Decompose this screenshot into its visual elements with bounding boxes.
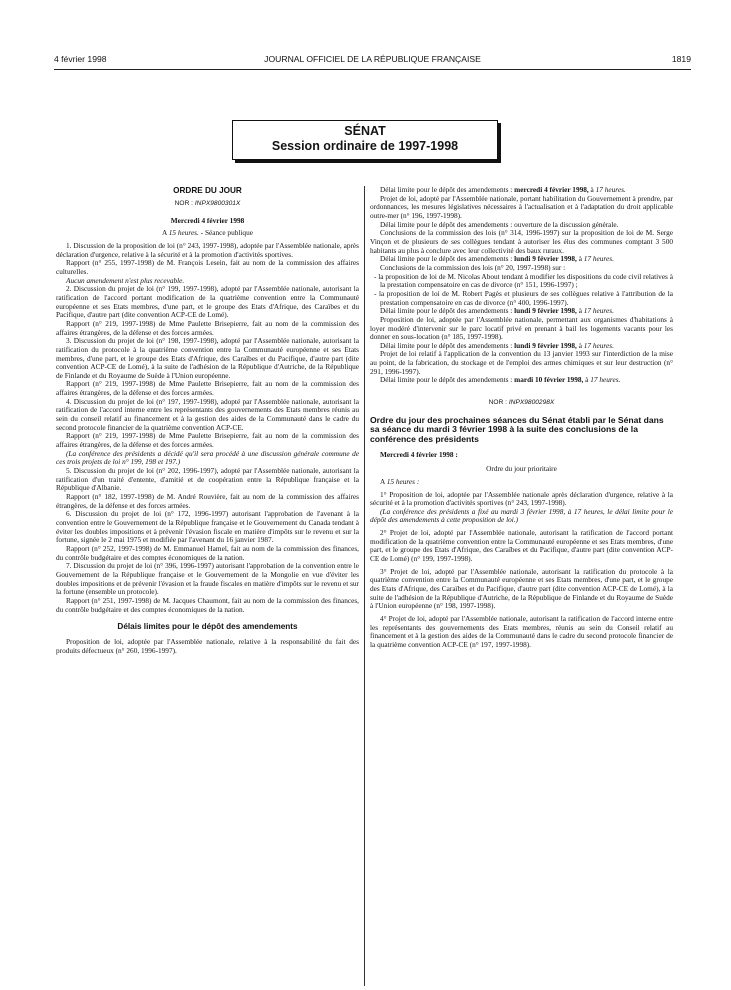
header-rule (54, 69, 691, 70)
prio-item-3: 3° Projet de loi, adopté par l'Assemblée nationale, autorisant la ratification du protocole à la quatrième convention entre la Communauté européenne et ses Etats membres, d'une part, et le groupe des Etats d'Afrique, des Caraïbes et du Pacifique, d'autre part (dite convention ACP-CE de Lomé), à la suite de l'adhésion de la République d'Autriche, de la République de Finlande et du Royaume de Suède à l'Union européenne (n° 198, 1997-1998). (370, 566, 673, 611)
ordre-prioritaire: Ordre du jour prioritaire (486, 464, 557, 474)
right-item-3: Conclusions de la commission des lois (n° 20, 1997-1998) sur : (380, 262, 566, 272)
item-7: 7. Discussion du projet de loi (n° 396, 1996-1997) autorisant l'approbation de la convention entre le Gouvernement de la République française et le Gouvernement de la Mongolie en vue d'éviter les doubles impositions et de prévenir l'évasion et la fraude fiscales en matière d'impôts sur le revenu et sur la fortune (ensemble un protocole). (56, 561, 359, 597)
prochaines-seances-heading: Ordre du jour des prochaines séances du Sénat établi par le Sénat dans sa séance du mardi 3 février 1998 à la suite des conclusions de la conférence des présidents (370, 414, 664, 444)
right-item-4: Proposition de loi, adoptée par l'Assemblée nationale, permettant aux organismes d'habitations à loyer modéré d'intervenir sur le parc locatif privé en prenant à bail les logements vacants pour les donner en sous-location (n° 185, 1997-1998). (370, 314, 673, 342)
column-divider (364, 186, 365, 986)
right-item-1: Projet de loi, adopté par l'Assemblée nationale, portant habilitation du Gouvernement à prendre, par ordonnances, les mesures législatives nécessaires à l'actualisation et à l'adaptation du droit applicable outre-mer (n° 196, 1997-1998). (370, 193, 673, 220)
right-day-heading: Mercredi 4 février 1998 : (380, 449, 458, 459)
item-1-note: Aucun amendement n'est plus recevable. (66, 275, 185, 285)
right-seance-line: A 15 heures : (380, 476, 420, 486)
right-item-1-deadline: Délai limite pour le dépôt des amendements : ouverture de la discussion générale. (380, 219, 619, 229)
item-1: 1. Discussion de la proposition de loi (n° 243, 1997-1998), adoptée par l'Assemblée nationale, après déclaration d'urgence, relative à la sécurité et à la promotion d'activités sportives. (56, 240, 359, 259)
deadline-1: Délai limite pour le dépôt des amendements : mercredi 4 février 1998, à 17 heures. (380, 185, 626, 194)
nor-reference-2: NOR : INPX9800298X (488, 399, 555, 407)
prio-item-1-note: (La conférence des présidents a fixé au mardi 3 février 1998, à 17 heures, le délai limite pour le dépôt des amendements à cette proposition de loi.) (370, 506, 673, 525)
day-heading: Mercredi 4 février 1998 (170, 215, 245, 225)
item-3-report: Rapport (n° 219, 1997-1998) de Mme Paulette Brisepierre, fait au nom de la commission des affaires étrangères, de la défense et des forces armées. (56, 379, 359, 398)
item-2-report: Rapport (n° 219, 1997-1998) de Mme Paulette Brisepierre, fait au nom de la commission des affaires étrangères, de la défense et des forces armées. (56, 318, 359, 337)
header-page-number: 1819 (671, 54, 691, 64)
title-box (232, 120, 498, 160)
right-column (370, 186, 673, 650)
item-4: 4. Discussion du projet de loi (n° 197, 1997-1998), adopté par l'Assemblée nationale, autorisant la ratification de l'accord interne entre les représentants des gouvernements des Etats membres réunis au sein du conseil relatif au financement et à la gestion des aides de la Communauté dans le cadre du second protocole financier de la quatrième convention ACP-CE. (56, 396, 359, 432)
deadline-4: Délai limite pour le dépôt des amendements : lundi 9 février 1998, à 17 heures. (380, 340, 614, 350)
nor-reference: NOR : INPX9800301X (174, 200, 241, 207)
delais-paragraph: Proposition de loi, adoptée par l'Assemblée nationale, relative à la responsabilité du fait des produits défectueux (n° 260, 1996-1997). (56, 637, 359, 655)
item-3: 3. Discussion du projet de loi (n° 198, 1997-1998), adopté par l'Assemblée nationale, autorisant la ratification du protocole à la quatrième convention entre la Communauté européenne et ses Etats membres, d'une part, et le groupe des Etats d'Afrique, des Caraïbes et du Pacifique, d'autre part (dite convention ACP-CE de Lomé), à la suite de l'adhésion de la République d'Autriche, de la République de Finlande et du Royaume de Suède à l'Union européenne. (56, 336, 359, 380)
prio-item-1: 1° Proposition de loi, adoptée par l'Assemblée nationale après déclaration d'urgence, relative à la sécurité et à la promotion d'activités sportives (n° 243, 1997-1998). (370, 489, 673, 508)
prio-item-4: 4° Projet de loi, adopté par l'Assemblée nationale, autorisant la ratification de l'accord interne entre les représentants des gouvernements des Etats membres, réunis au sein du Conseil relatif au financement et à la gestion des aides de la Communauté dans le cadre du second protocole financier de la quatrième convention ACP-CE (n° 197, 1997-1998). (370, 614, 673, 649)
item-4-report: Rapport (n° 219, 1997-1998) de Mme Paulette Brisepierre, fait au nom de la commission des affaires étrangères, de la défense et des forces armées. (56, 431, 359, 450)
seance-line: A 15 heures. - Séance publique (162, 228, 253, 238)
item-5: 5. Discussion du projet de loi (n° 202, 1996-1997), adopté par l'Assemblée nationale, autorisant la ratification d'un traité d'entente, d'amitié et de coopération entre la République française et la République d'Albanie. (56, 466, 359, 493)
prio-item-2: 2° Projet de loi, adopté par l'Assemblée nationale, autorisant la ratification de l'accord portant modification de la quatrième convention entre la Communauté européenne et ses Etats membres, d'une part, et le groupe des Etats d'Afrique, des Caraïbes et du Pacifique, d'autre part (dite convention ACP-CE de Lomé) (n° 199, 1997-1998). (370, 528, 673, 564)
header-journal-title: JOURNAL OFFICIEL DE LA RÉPUBLIQUE FRANÇAISE (264, 54, 481, 64)
title-senat: SÉNAT (344, 124, 386, 138)
running-header (54, 54, 691, 68)
deadline-2: Délai limite pour le dépôt des amendements : lundi 9 février 1998, à 17 heures. (380, 254, 614, 264)
right-item-2: Conclusions de la commission des lois (n° 314, 1996-1997) sur la proposition de loi de M. Serge Vinçon et de plusieurs de ses collègues tendant à autoriser les élus des communes comptant 3 500 habitants au plus à conclure avec leur collectivité des baux ruraux. (370, 228, 673, 255)
right-item-3b: - la proposition de loi de M. Robert Pagès et plusieurs de ses collègues relative à l'attribution de la prestation compensatoire en cas de divorce (n° 400, 1996-1997). (374, 288, 673, 307)
title-session: Session ordinaire de 1997-1998 (271, 139, 459, 153)
deadline-3: Délai limite pour le dépôt des amendements : lundi 9 février 1998, à 17 heures. (380, 306, 614, 316)
right-item-3a: - la proposition de loi de M. Nicolas About tendant à modifier les dispositions du code civil relatives à la prestation compensatoire en cas de divorce (n° 151, 1996-1997) ; (374, 271, 673, 290)
right-item-5: Projet de loi relatif à l'application de la convention du 13 janvier 1993 sur l'interdiction de la mise au point, de la fabrication, du stockage et de l'emploi des armes chimiques et sur leur destruction (n° 291, 1996-1997). (370, 349, 673, 376)
left-column (56, 186, 359, 656)
header-date: 4 février 1998 (54, 54, 107, 64)
item-1-report: Rapport (n° 255, 1997-1998) de M. François Lesein, fait au nom de la commission des affaires culturelles. (56, 258, 359, 276)
item-6: 6. Discussion du projet de loi (n° 172, 1996-1997) autorisant l'approbation de l'avenant à la convention entre le Gouvernement de la République française et le Gouvernement du Canada tendant à éviter les doubles impositions et à prévenir l'évasion fiscale en matière d'impôts sur le revenu et sur la fortune, signée le 2 mai 1975 et modifiée par l'avenant du 16 janvier 1987. (56, 509, 359, 545)
delais-heading: Délais limites pour le dépôt des amendements (117, 622, 298, 632)
item-6-report: Rapport (n° 252, 1997-1998) de M. Emmanuel Hamel, fait au nom de la commission des finances, du contrôle budgétaire et des comptes économiques de la nation. (56, 543, 359, 562)
deadline-5: Délai limite pour le dépôt des amendements : mardi 10 février 1998, à 17 heures. (380, 375, 621, 385)
ordre-du-jour-heading: ORDRE DU JOUR (173, 186, 242, 195)
item-4-note: (La conférence des présidents a décidé qu'il sera procédé à une discussion générale commune de ces trois projets de loi n° 199, 198 et 197.) (56, 448, 359, 467)
item-7-report: Rapport (n° 251, 1997-1998) de M. Jacques Chaumont, fait au nom de la commission des finances, du contrôle budgétaire et des comptes économiques de la nation. (56, 595, 359, 614)
item-2: 2. Discussion du projet de loi (n° 199, 1997-1998), adopté par l'Assemblée nationale, autorisant la ratification de l'accord portant modification de la quatrième convention entre la Communauté européenne et ses Etats membres, d'une part, et le groupe des Etats d'Afrique, des Caraïbes et du Pacifique, d'autre part (dite convention ACP-CE de Lomé). (56, 284, 359, 320)
item-5-report: Rapport (n° 182, 1997-1998) de M. André Rouvière, fait au nom de la commission des affaires étrangères, de la défense et des forces armées. (56, 492, 359, 510)
